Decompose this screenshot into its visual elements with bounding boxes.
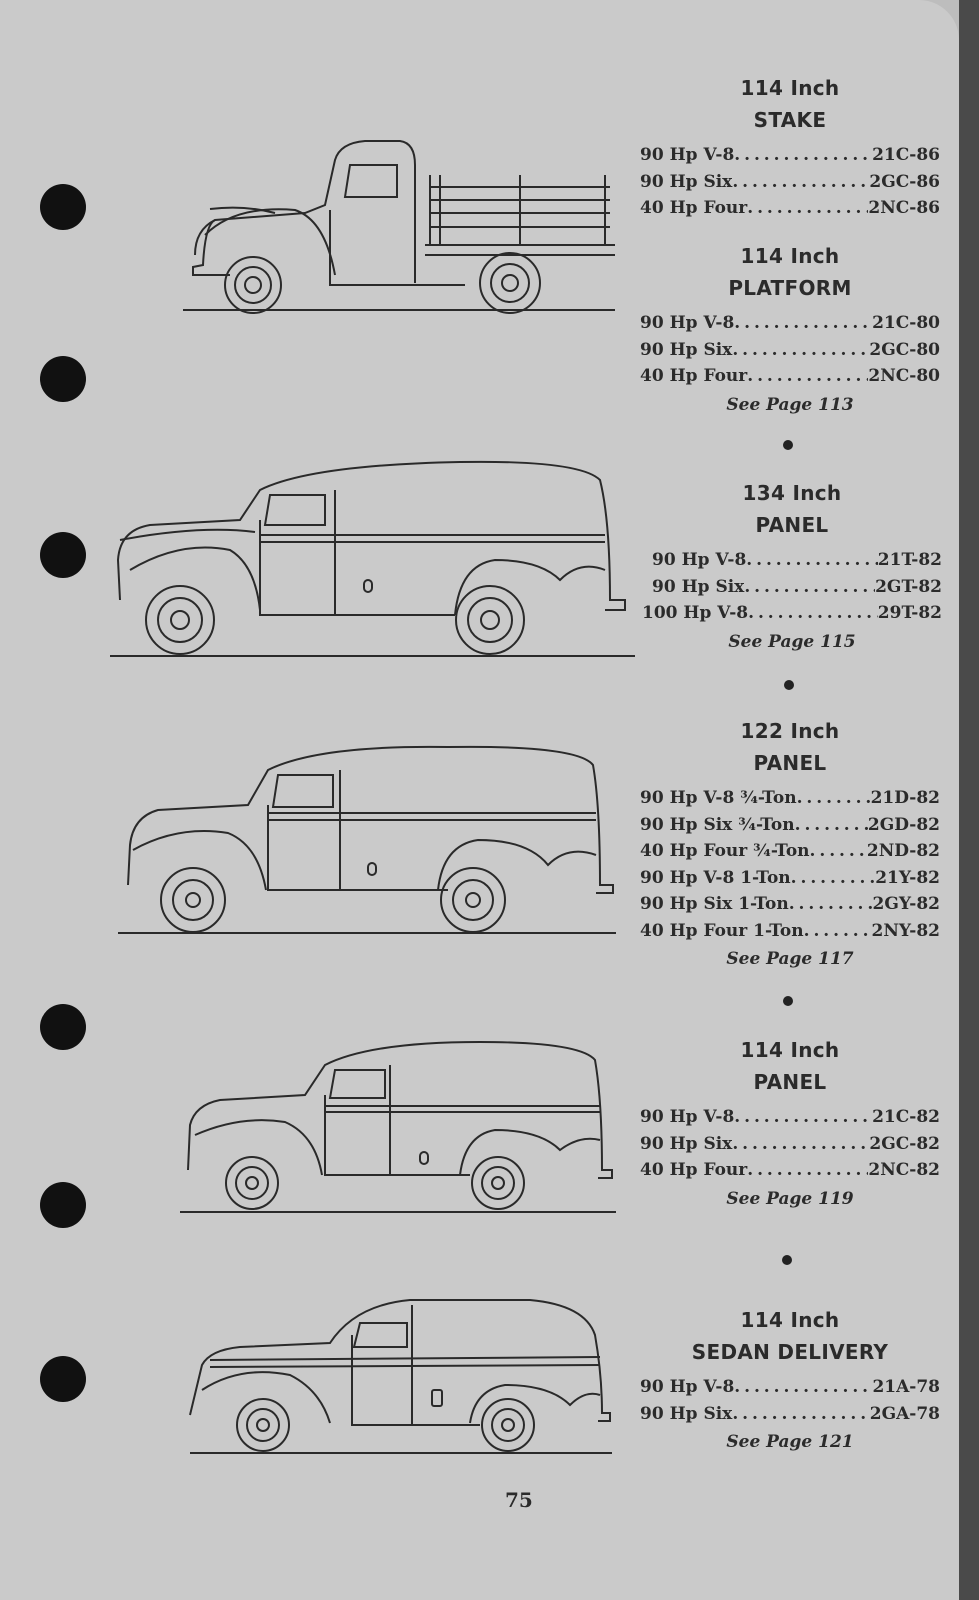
- stake-truck-illustration: [175, 135, 625, 320]
- section-114-sedan-delivery: [640, 1304, 940, 1457]
- model-row: 90 Hp V-8 ¾-Ton . . . 21D-82: [640, 785, 940, 812]
- sedan-delivery-illustration: [180, 1295, 620, 1460]
- model-row: 40 Hp Four . . . 2NC-82: [640, 1157, 940, 1184]
- see-page-reference: See Page 121: [726, 1432, 854, 1452]
- see-page-reference: See Page 119: [726, 1188, 854, 1209]
- model-row: 90 Hp V-8 . . . 21T-82: [642, 547, 942, 574]
- panel-truck-114-illustration: [180, 1040, 620, 1220]
- model-code: 21C-82: [872, 1107, 940, 1127]
- model-row: 90 Hp V-8 . . . 21A-78: [640, 1374, 940, 1401]
- binder-hole-icon: [40, 1182, 86, 1228]
- model-row: 90 Hp V-8 . . . 21C-86: [640, 142, 940, 169]
- section-114-platform: [640, 240, 940, 420]
- wheelbase-label: 134 Inch: [742, 481, 842, 505]
- wheelbase-label: 114 Inch: [740, 244, 840, 268]
- model-row: 90 Hp Six 1-Ton . . . 2GY-82: [640, 891, 940, 918]
- wheelbase-label: 114 Inch: [740, 1038, 840, 1062]
- model-row: 90 Hp V-8 . . . 21C-80: [640, 310, 940, 337]
- section-122-panel: [640, 715, 940, 974]
- binder-hole-icon: [40, 1356, 86, 1402]
- model-code: 21C-80: [872, 313, 940, 333]
- model-row: 90 Hp Six . . . 2GA-78: [640, 1401, 940, 1428]
- model-code: 2GA-78: [869, 1403, 940, 1424]
- model-row: 90 Hp Six . . . 2GC-86: [640, 169, 940, 196]
- model-code: 29T-82: [877, 603, 942, 623]
- model-row: 90 Hp Six . . . 2GT-82: [642, 574, 942, 601]
- model-code: 2GC-82: [869, 1133, 940, 1154]
- page-edge: [959, 0, 979, 1600]
- section-134-panel: [642, 477, 942, 657]
- page-number: 75: [505, 1488, 533, 1512]
- model-code: 2ND-82: [866, 841, 940, 861]
- separator-bullet-icon: [782, 1255, 792, 1265]
- binder-hole-icon: [40, 184, 86, 230]
- wheelbase-label: 114 Inch: [740, 76, 840, 100]
- model-row: 90 Hp Six . . . 2GC-80: [640, 337, 940, 364]
- panel-truck-134-illustration: [110, 460, 640, 665]
- section-114-stake: [640, 72, 940, 222]
- separator-bullet-icon: [783, 996, 793, 1006]
- body-type-label: STAKE: [753, 108, 827, 132]
- body-type-label: PANEL: [753, 751, 827, 775]
- model-row: 90 Hp Six . . . 2GC-82: [640, 1131, 940, 1158]
- model-code: 2NC-86: [868, 198, 940, 218]
- binder-hole-icon: [40, 1004, 86, 1050]
- model-code: 2NC-82: [868, 1160, 940, 1180]
- model-row: 90 Hp V-8 . . . 21C-82: [640, 1104, 940, 1131]
- wheelbase-label: 114 Inch: [740, 1308, 840, 1332]
- model-code: 2GD-82: [867, 814, 940, 835]
- model-code: 2GC-86: [869, 171, 940, 192]
- model-code: 2GC-80: [869, 339, 940, 360]
- wheelbase-label: 122 Inch: [740, 719, 840, 743]
- model-code: 21T-82: [877, 550, 942, 570]
- body-type-label: PANEL: [753, 1070, 827, 1094]
- model-row: 40 Hp Four . . . 2NC-80: [640, 363, 940, 390]
- see-page-reference: See Page 115: [728, 631, 856, 652]
- model-code: 2NY-82: [871, 920, 940, 941]
- see-page-reference: See Page 113: [726, 394, 854, 415]
- model-code: 2GT-82: [875, 576, 942, 597]
- section-114-panel: [640, 1034, 940, 1214]
- body-type-label: PANEL: [755, 513, 829, 537]
- separator-bullet-icon: [784, 680, 794, 690]
- model-code: 21C-86: [872, 145, 940, 165]
- model-code: 21D-82: [870, 788, 940, 808]
- body-type-label: SEDAN DELIVERY: [691, 1340, 889, 1364]
- panel-truck-122-illustration: [118, 745, 620, 940]
- model-row: 100 Hp V-8 . . . 29T-82: [642, 600, 942, 627]
- binder-hole-icon: [40, 356, 86, 402]
- model-row: 90 Hp V-8 1-Ton . . . 21Y-82: [640, 865, 940, 892]
- body-type-label: PLATFORM: [728, 276, 852, 300]
- model-row: 90 Hp Six ¾-Ton . . . 2GD-82: [640, 812, 940, 839]
- model-row: 40 Hp Four 1-Ton . . . 2NY-82: [640, 918, 940, 945]
- model-code: 2NC-80: [868, 366, 940, 386]
- model-code: 2GY-82: [872, 894, 940, 914]
- see-page-reference: See Page 117: [726, 949, 854, 969]
- model-row: 40 Hp Four . . . 2NC-86: [640, 195, 940, 222]
- model-code: 21Y-82: [875, 867, 940, 888]
- separator-bullet-icon: [783, 440, 793, 450]
- model-row: 40 Hp Four ¾-Ton . . . 2ND-82: [640, 838, 940, 865]
- model-code: 21A-78: [872, 1377, 940, 1397]
- binder-hole-icon: [40, 532, 86, 578]
